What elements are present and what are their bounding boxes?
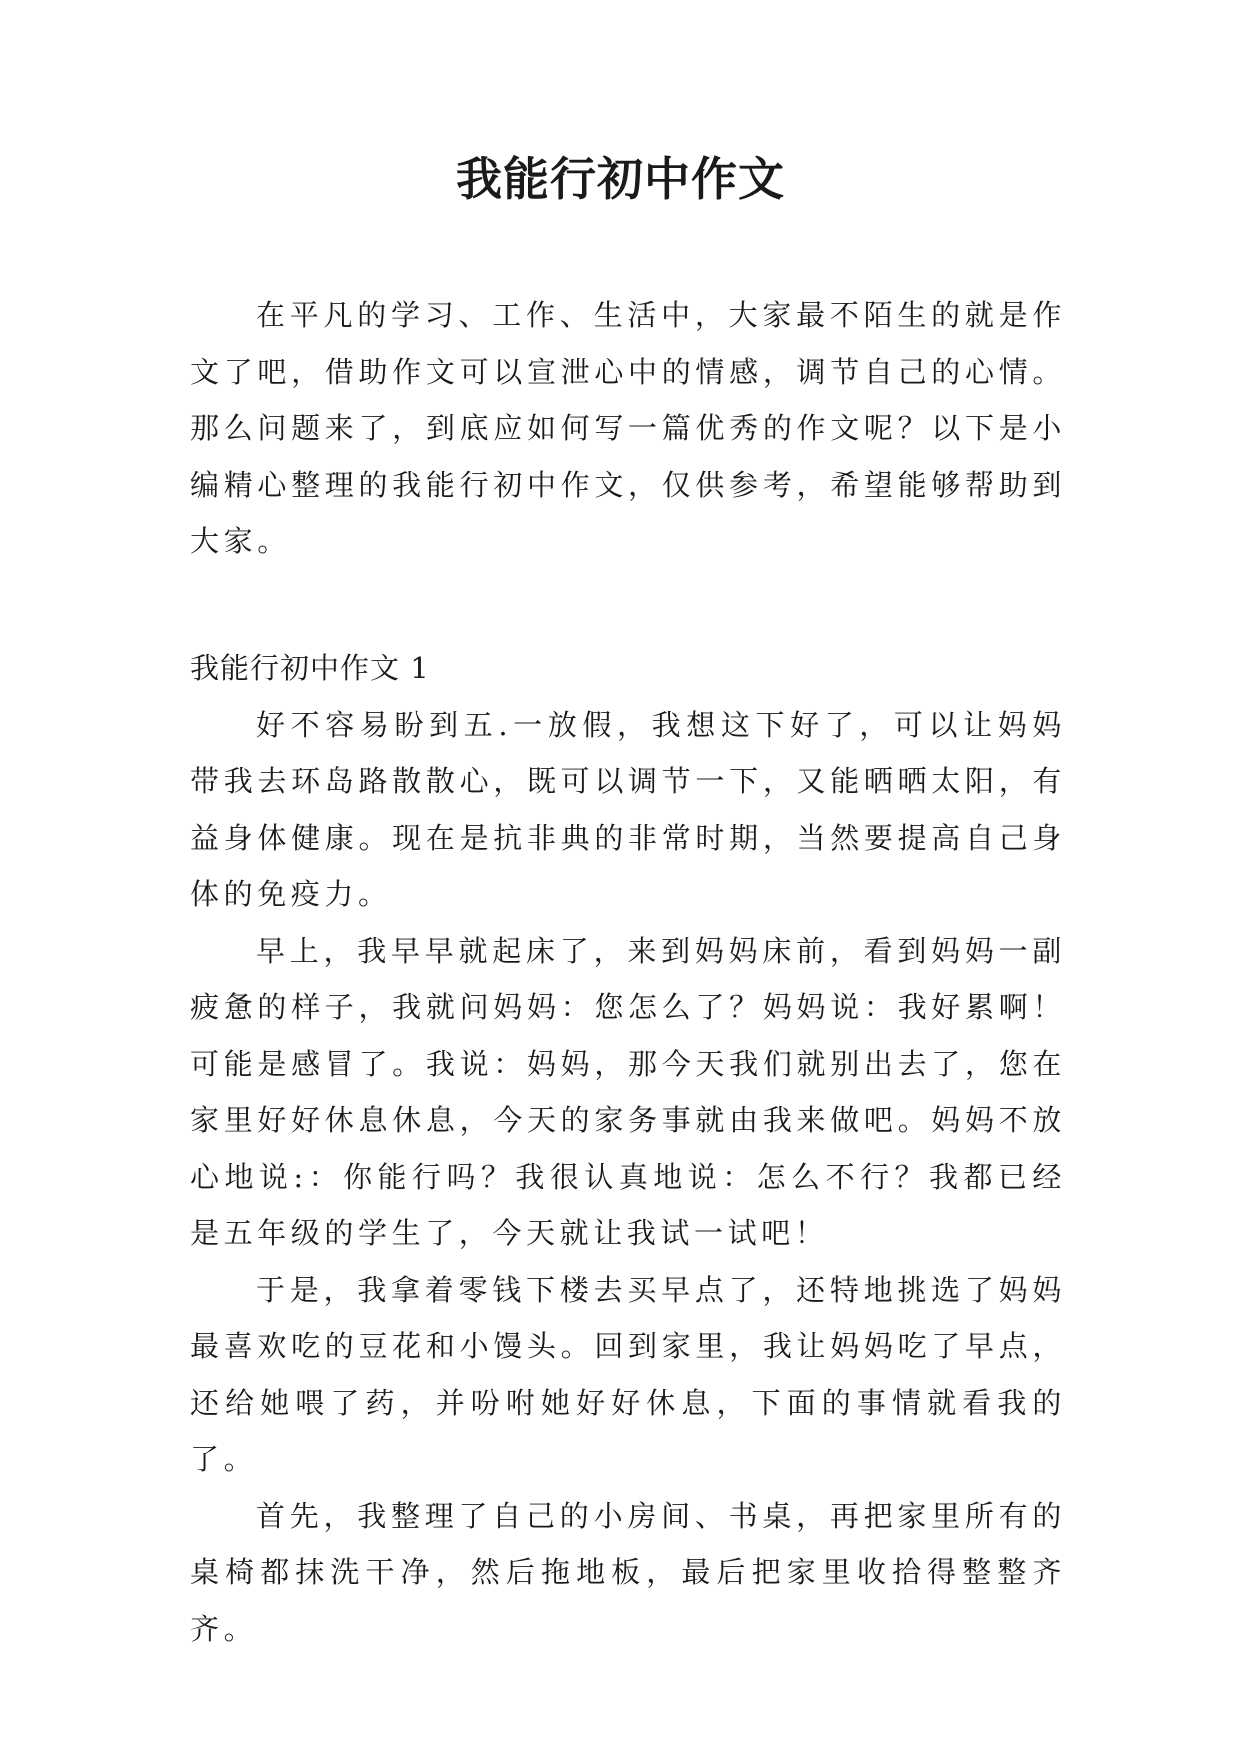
essay-paragraph: 早上，我早早就起床了，来到妈妈床前，看到妈妈一副疲惫的样子，我就问妈妈：您怎么了？妈妈说：我好累啊！可能是感冒了。我说：妈妈，那今天我们就别出去了，您在家里好好休息休息，今天的家务事就由我来做吧。妈妈不放心地说:：你能行吗？我很认真地说：怎么不行？我都已经是五年级的学生了，今天就让我试一试吧！ [190,933,1066,1250]
intro-paragraph: 在平凡的学习、工作、生活中，大家最不陌生的就是作文了吧，借助作文可以宣泄心中的情感，调节自己的心情。那么问题来了，到底应如何写一篇优秀的作文呢？以下是小编精心整理的我能行初中作文，仅供参考，希望能够帮助到大家。 [190,298,1066,558]
essay-section [190,640,1066,1657]
intro-section [190,287,1066,570]
essay-paragraph: 于是，我拿着零钱下楼去买早点了，还特地挑选了妈妈最喜欢吃的豆花和小馒头。回到家里，我让妈妈吃了早点，还给她喂了药，并吩咐她好好休息，下面的事情就看我的了。 [190,1272,1066,1476]
essay-paragraph: 好不容易盼到五.一放假，我想这下好了，可以让妈妈带我去环岛路散散心，既可以调节一下，又能晒晒太阳，有益身体健康。现在是抗非典的非常时期，当然要提高自己身体的免疫力。 [190,707,1066,911]
essay-paragraph: 首先，我整理了自己的小房间、书桌，再把家里所有的桌椅都抹洗干净，然后拖地板，最后把家里收拾得整整齐齐。 [190,1498,1066,1646]
section-heading: 我能行初中作文 1 [190,651,430,685]
document-title: 我能行初中作文 [456,152,785,206]
